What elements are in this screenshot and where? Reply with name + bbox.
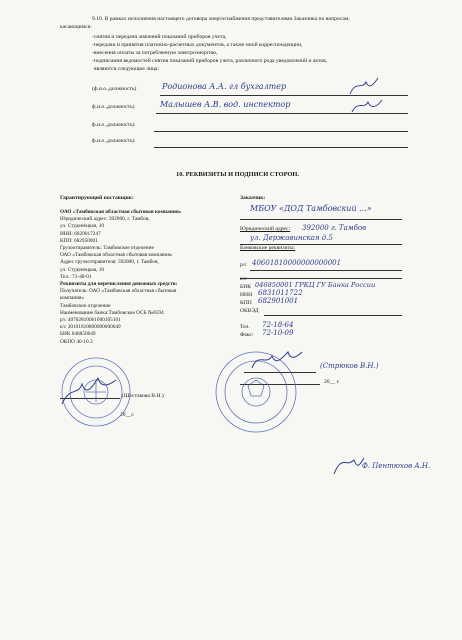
rep-label: ф.и.о.,должность) <box>92 138 135 144</box>
customer-fax-handwritten: 72-10-09 <box>262 329 294 337</box>
supplier-year: 20__г. <box>120 412 135 418</box>
supplier-line: БИК 046850649 <box>60 331 96 338</box>
intro-paragraph: 9.10. В рамках исполнения настоящего договора энергоснабжения представителями Заказчика по вопросам, <box>92 16 350 22</box>
customer-signature <box>252 352 302 368</box>
customer-rs-label: р/с <box>240 262 247 268</box>
customer-okved-label: ОКВЭД <box>240 308 259 314</box>
customer-tel-label: Тел. <box>240 324 250 330</box>
supplier-line: Реквизиты для перечисления денежных средств: <box>60 281 178 287</box>
customer-ks-label: к/с <box>240 276 247 282</box>
customer-stamp <box>216 352 296 432</box>
supplier-line: Грузоотправитель: Тамбовское отделение <box>60 245 154 251</box>
supplier-line: Юридический адрес: 392000, г. Тамбов, <box>60 216 150 223</box>
supplier-line: ОКПО 40-10.3 <box>60 338 93 345</box>
customer-signer-handwritten: (Стрюков В.Н.) <box>320 362 379 370</box>
customer-name-handwritten: МБОУ «ДОД Тамбовский ...» <box>250 204 372 213</box>
rep-signature-1 <box>350 78 378 94</box>
bottom-signature: Ф. Пентюхов А.Н. <box>362 462 431 470</box>
supplier-line: ул. Студенецкая, 10 <box>60 223 105 230</box>
customer-legal-handwritten-2: ул. Державинская д.5 <box>250 234 333 242</box>
customer-tel-handwritten: 72-18-64 <box>262 321 294 329</box>
customer-kpp-label: КПП <box>240 300 252 306</box>
intro-paragraph-cont: касающимся: <box>60 24 92 30</box>
supplier-line: к/с 30101810800000000649 <box>60 324 121 331</box>
supplier-line: КПП: 682950001 <box>60 237 98 244</box>
section-title: 10. РЕКВИЗИТЫ И ПОДПИСИ СТОРОН. <box>176 171 299 178</box>
rep-label: ф.и.о.,должность) <box>92 104 135 110</box>
rep-signature-2 <box>352 100 382 112</box>
customer-bik-label: БИК <box>240 284 251 290</box>
customer-kpp-handwritten: 682901001 <box>258 297 299 305</box>
supplier-line: компания» <box>60 295 85 302</box>
customer-year: 20__ г. <box>324 379 340 385</box>
supplier-line: р/с 40702810061000105101 <box>60 317 121 323</box>
supplier-line: ИНН: 6829017247 <box>60 230 101 237</box>
supplier-line: Наименование банка:Тамбовское ОСБ №8594 <box>60 309 164 316</box>
intro-item: -передачи и принятия платежно-расчетных документов, а также иной корреспонденции, <box>92 42 303 48</box>
customer-inn-handwritten: 6831011722 <box>258 289 303 297</box>
rep-label: ф.и.о.,должность) <box>92 122 135 128</box>
intro-item: -подписания ведомостей снятия показаний приборов учета, различного рода уведомлений и актов, <box>92 58 328 64</box>
supplier-line: Тел.: 71-48-01 <box>60 273 92 280</box>
supplier-line: Получатель: ОАО «Тамбовская областная сбытовая <box>60 288 177 295</box>
customer-legal-label: Юридический адрес: <box>240 226 291 232</box>
supplier-line: ул. Студенецкая, 10 <box>60 266 105 273</box>
customer-bank-label: Банковские реквизиты: <box>240 245 296 251</box>
customer-fax-label: Факс: <box>240 332 254 338</box>
intro-closing: являются следующие лица: <box>94 66 160 72</box>
customer-inn-label: ИНН <box>240 292 253 298</box>
customer-bik-handwritten: 046850001 ГРКЦ ГУ Банка России <box>255 281 376 289</box>
intro-item: -внесения оплаты за потребленную электроэнергию, <box>92 50 218 56</box>
rep-handwritten: Малышев А.В. вод. инспектор <box>160 100 291 109</box>
supplier-signer: (Шестакова В.Н.) <box>122 393 164 399</box>
customer-rs-handwritten: 40601810000000000001 <box>252 259 342 267</box>
customer-heading: Заказчик: <box>240 195 266 201</box>
rep-label: (ф.и.о.,должность) <box>92 86 137 92</box>
customer-legal-handwritten: 392000 г. Тамбов <box>302 224 367 232</box>
bottom-signature-stroke <box>334 458 364 474</box>
supplier-line: Адрес грузоотправителя: 392000, г. Тамбов, <box>60 259 159 266</box>
supplier-line: ОАО «Тамбовская областная сбытовая компания» <box>60 252 173 259</box>
rep-handwritten: Родионова А.А. гл бухгалтер <box>162 82 287 91</box>
intro-item: -снятия и передачи значений показаний приборов учета, <box>92 34 227 40</box>
supplier-line: ОАО «Тамбовская областная сбытовая компания» <box>60 209 182 215</box>
supplier-line: Тамбовское отделение <box>60 302 111 309</box>
supplier-heading: Гарантирующий поставщик: <box>60 195 134 201</box>
